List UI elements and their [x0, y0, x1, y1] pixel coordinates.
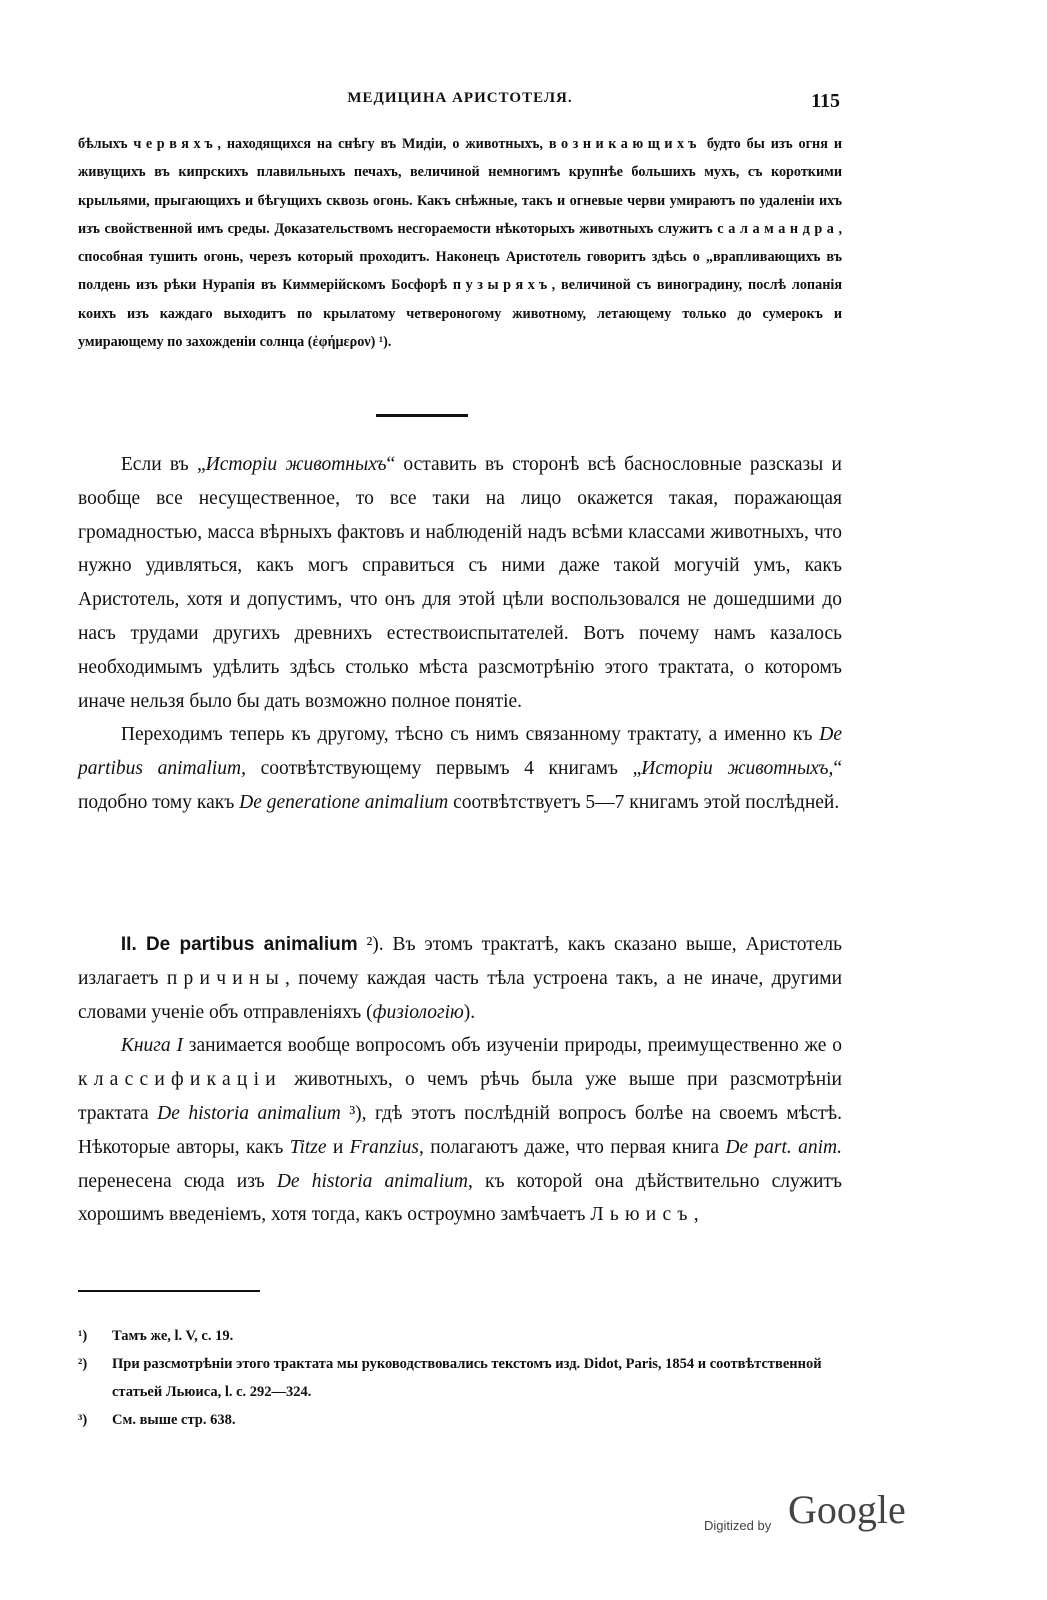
spaced-term: саламандра [717, 220, 839, 237]
running-title: МЕДИЦИНА АРИСТОТЕЛЯ. [347, 90, 573, 106]
text-run: ²). Въ этомъ трактатѣ, какъ сказано выше, Аристотель излагаетъ [78, 934, 842, 989]
footnote-number: ¹) [78, 1328, 88, 1344]
text-run: будто бы изъ огня и живущихъ въ кипрскихъ плавильныхъ печахъ, величиной немногимъ крупнѣе большихъ мухъ, съ короткими крыльями, прыгающихъ и бѣгущихъ сквозь огонь. Какъ снѣжные, такъ и огневые черви умираютъ по удаленіи ихъ изъ свойственной имъ среды. Доказательствомъ несгораемости нѣкоторыхъ животныхъ служитъ [78, 136, 842, 237]
text-run: Если въ „ [120, 454, 206, 475]
text-run: соотвѣтствуетъ 5—7 книгамъ этой послѣдней. [448, 791, 840, 813]
spaced-term: классификаціи [78, 1069, 282, 1091]
text-run: животныхъ, о чемъ рѣчь была уже выше при разсмотрѣніи трактата [78, 1069, 842, 1124]
running-header [80, 90, 840, 116]
watermark-logo: Google [788, 1487, 906, 1532]
main-text-lower [78, 928, 842, 1232]
small-print-paragraph [78, 130, 842, 356]
footnote [78, 1406, 842, 1434]
footnote-number: ³) [78, 1412, 88, 1428]
text-run: ). [463, 1001, 476, 1023]
footnote-text: При разсмотрѣніи этого трактата мы руководствовались текстомъ изд. Didot, Paris, 1854 и соотвѣтственной статьей Льюиса, l. c. 292—324. [112, 1356, 822, 1400]
paragraph [78, 928, 842, 1029]
footnote-text: См. выше стр. 638. [112, 1412, 236, 1428]
text-run: , къ которой она дѣйствительно служитъ хорошимъ введеніемъ, хотя тогда, какъ остроумно замѣчаетъ [78, 1170, 842, 1226]
spaced-term: червяхъ [133, 136, 218, 152]
paragraph [78, 448, 842, 718]
text-run: , [693, 1204, 699, 1226]
text-run: “ подобно тому какъ [78, 758, 842, 813]
text-run: , находящихся на снѣгу въ Мидіи, о животныхъ, [217, 136, 549, 152]
footnote [78, 1322, 842, 1350]
spaced-term: Льюисъ [590, 1204, 694, 1226]
spaced-term: пузыряхъ [452, 277, 552, 294]
text-run: , величиной съ виноградину, послѣ лопанія коихъ изъ каждаго выходитъ по крылатому четвероногому животному, летающему только до сумерокъ и умирающему по захожденіи солнца (ἐφήμερον) ¹). [78, 277, 842, 351]
footnote-divider [78, 1290, 260, 1292]
text-run: и [326, 1136, 350, 1158]
paragraph [78, 1029, 842, 1232]
text-run: перенесена сюда изъ [78, 1170, 277, 1192]
paragraph [78, 718, 842, 819]
text-run: “ оставить въ сторонѣ всѣ баснословные разсказы и вообще все несущественное, то все таки на лицо окажется такая, поражающая громадностью, масса вѣрныхъ фактовъ и наблюденій надъ всѣми классами животныхъ, что нужно удивляться, какъ могъ справиться съ ними даже такой могучій умъ, какъ Аристотель, хотя и допустимъ, что онъ для этой цѣли воспользовался не дошедшими до насъ трудами другихъ древнихъ естествоиспытателей. Вотъ почему намъ казалось необходимымъ удѣлить здѣсь столько мѣста разсмотрѣнію этого трактата, о которомъ иначе нельзя было бы дать возможно полное понятіе. [78, 454, 842, 712]
text-run: , соотвѣтствующему первымъ 4 книгамъ „ [241, 758, 642, 780]
italic-title: De historia animalium [276, 1170, 468, 1192]
text-run: , способная тушить огонь, черезъ который проходитъ. Наконецъ Аристотель говоритъ здѣсь о „врапливающихъ въ полдень изъ рѣки Нурапія въ Киммерійскомъ Босфорѣ [78, 220, 842, 294]
author-name: Franzius [349, 1136, 420, 1158]
italic-title: Исторіи животныхъ [205, 454, 387, 475]
section-divider [376, 414, 468, 417]
italic-title: De partibus animalium [78, 724, 842, 780]
italic-title: De historia animalium [157, 1102, 341, 1124]
text-run: , почему каждая часть тѣла устроена такъ, а не иначе, другими словами ученіе объ отправленіяхъ ( [78, 967, 842, 1023]
italic-title: Исторіи животныхъ, [641, 758, 834, 780]
page-number: 115 [811, 90, 840, 112]
italic-term: физіологію [372, 1001, 464, 1023]
footnotes [78, 1322, 842, 1434]
section-heading: II. De partibus animalium [120, 934, 358, 955]
footnote [78, 1350, 842, 1406]
author-name: Titze [289, 1136, 327, 1158]
watermark-prefix: Digitized by [704, 1518, 772, 1533]
main-text-upper [78, 448, 842, 820]
text-run: Переходимъ теперь къ другому, тѣсно съ нимъ связанному трактату, а именно къ [120, 724, 820, 746]
footnote-text: Тамъ же, l. V, c. 19. [112, 1328, 234, 1344]
text-run: бѣлыхъ [78, 136, 134, 152]
italic-term: Книга I [120, 1035, 183, 1057]
text-run: , полагаютъ даже, что первая книга [419, 1136, 726, 1158]
italic-title: De generatione animalium [239, 791, 449, 813]
digitization-watermark [704, 1478, 924, 1538]
footnote-number: ²) [78, 1356, 88, 1372]
italic-title: De part. anim. [725, 1136, 843, 1158]
spaced-term: причины [166, 967, 285, 989]
spaced-term: возникающихъ [548, 136, 701, 152]
text-run: занимается вообще вопросомъ объ изученіи природы, преимущественно же о [182, 1035, 842, 1057]
text-run: ³), гдѣ этотъ послѣдній вопросъ болѣе на своемъ мѣстѣ. Нѣкоторые авторы, какъ [78, 1102, 842, 1158]
